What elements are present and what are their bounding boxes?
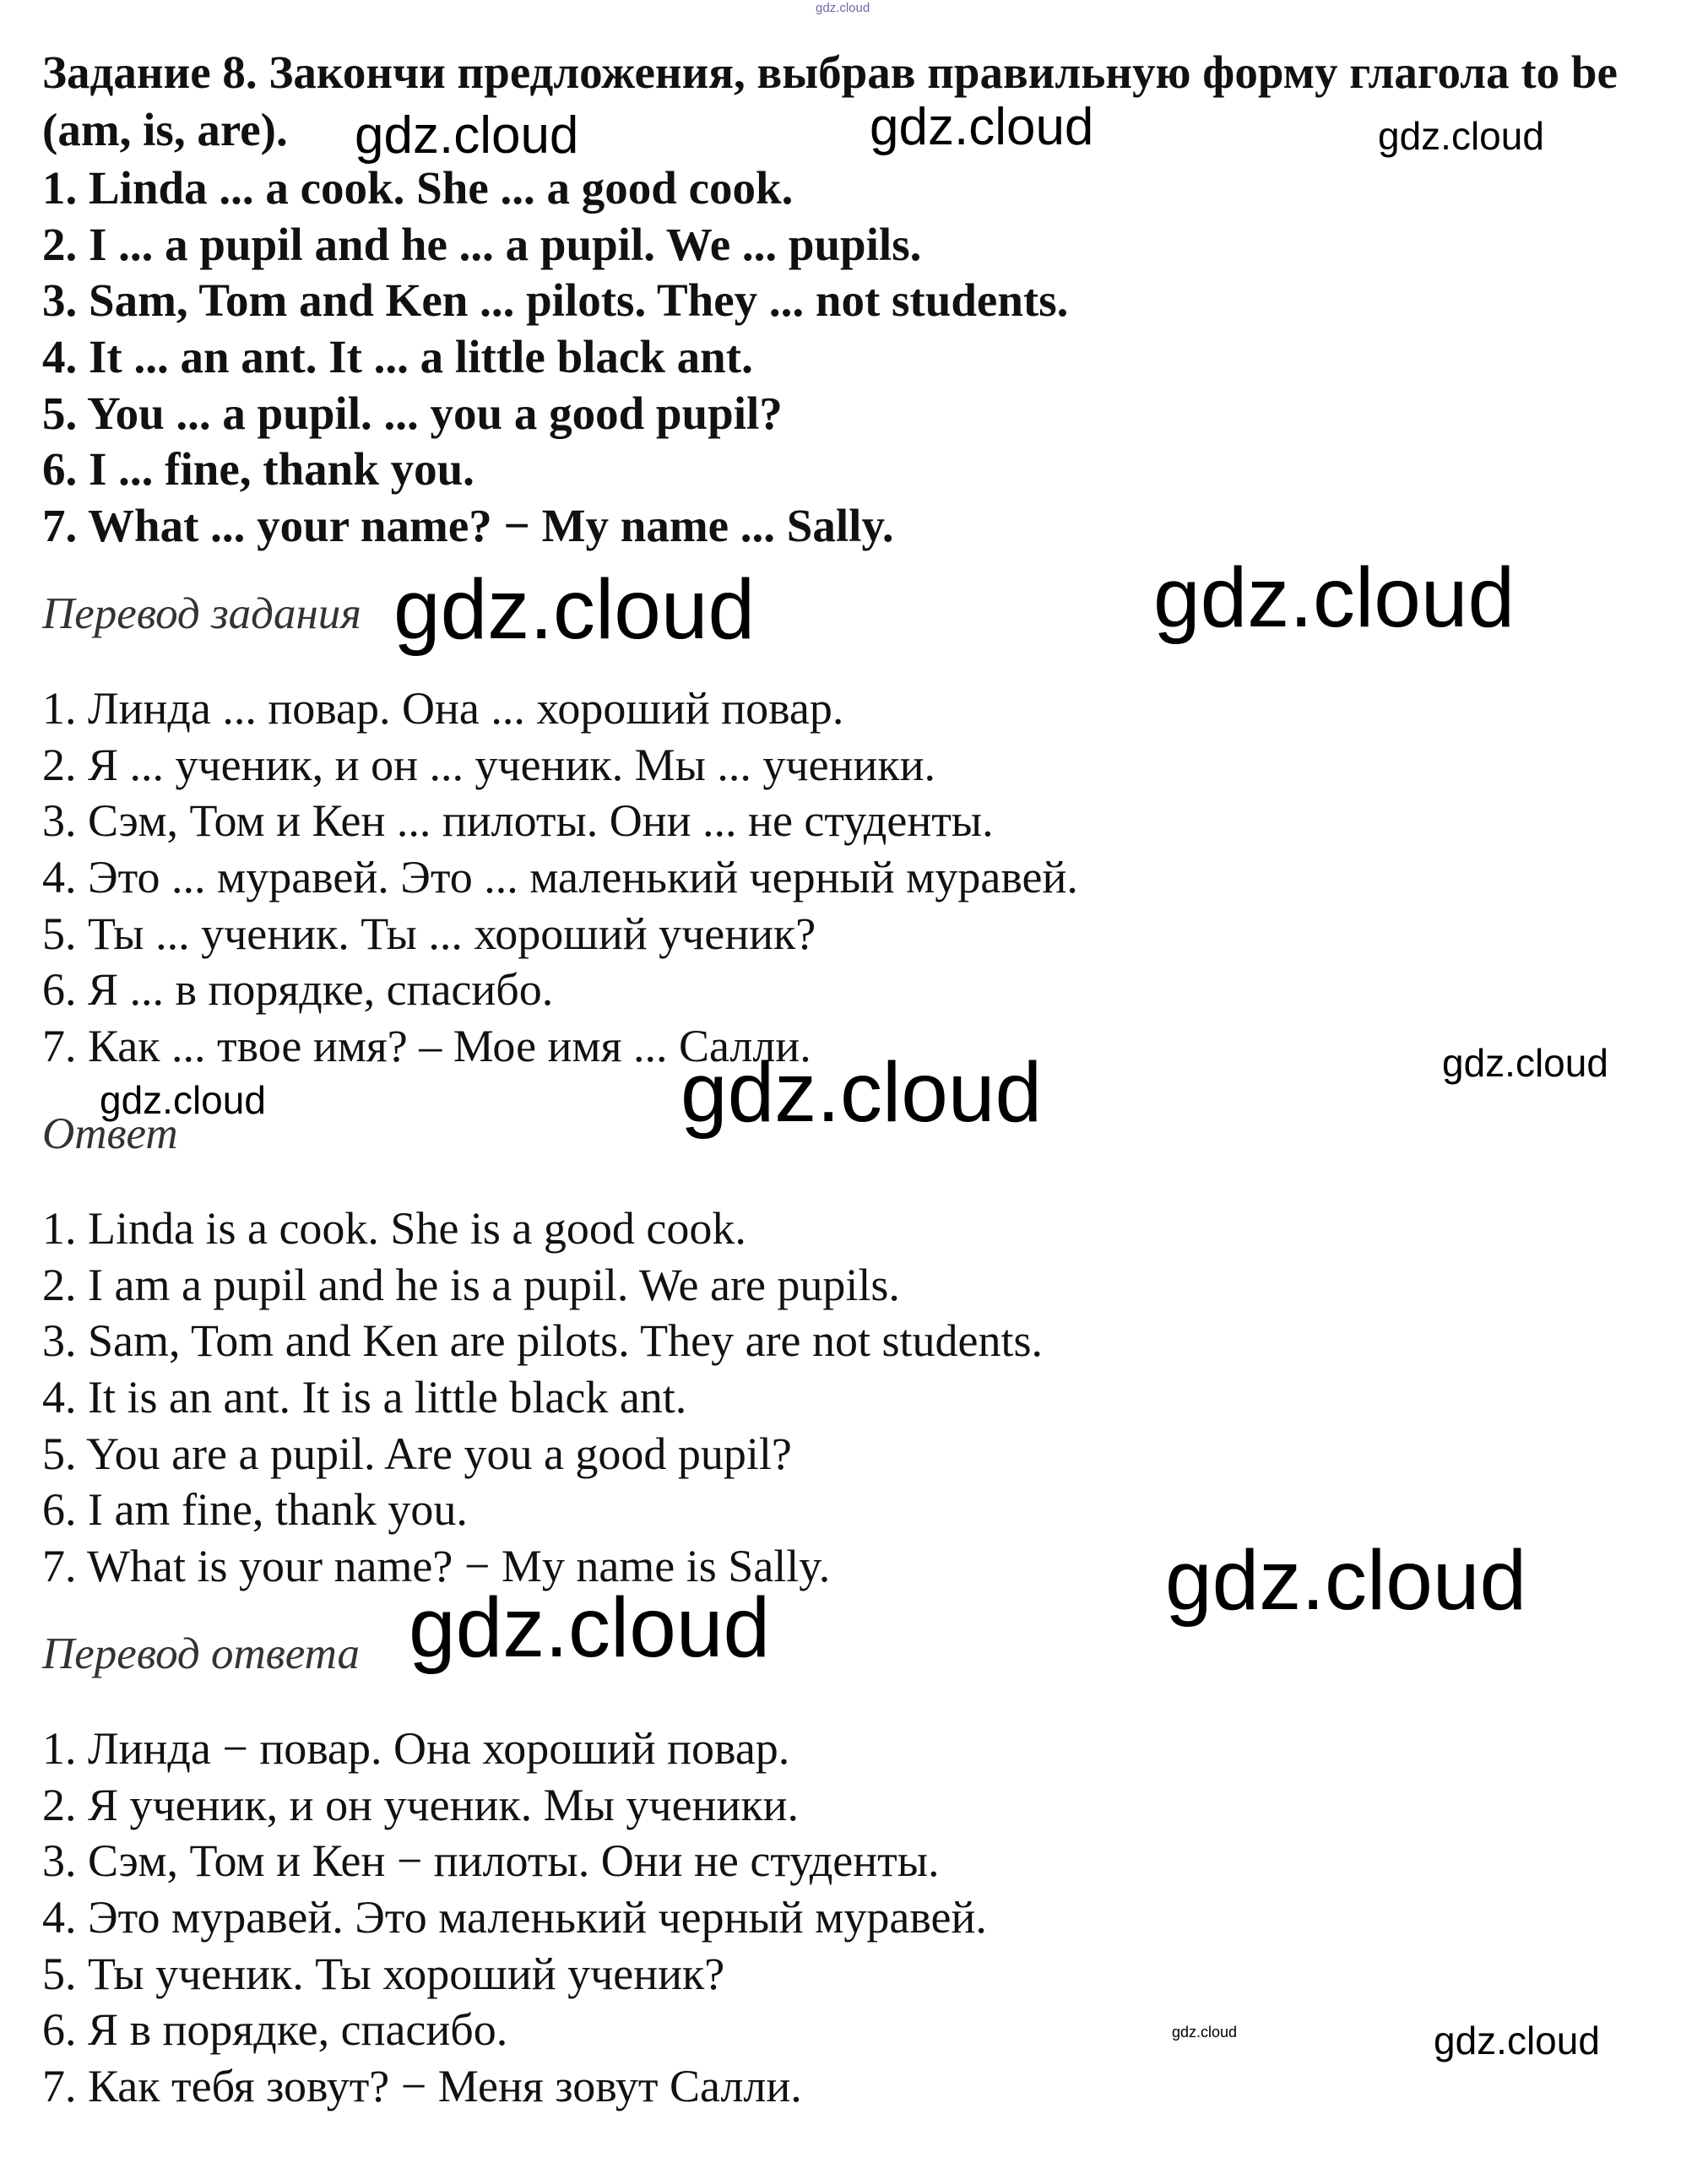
watermark: gdz.cloud: [1172, 2024, 1238, 2041]
answer-translation-sentence-1: 1. Линда − повар. Она хороший повар.: [42, 1723, 790, 1774]
task-translation-heading: Перевод задания: [42, 589, 361, 638]
task-translation-sentence-4: 4. Это ... муравей. Это ... маленький черный муравей.: [42, 852, 1078, 902]
answer-translation-sentence-2: 2. Я ученик, и он ученик. Мы ученики.: [42, 1780, 799, 1830]
answer-heading: Ответ: [42, 1109, 178, 1158]
task-translation-sentence-5: 5. Ты ... ученик. Ты ... хороший ученик?: [42, 908, 816, 959]
answer-sentence-7: 7. What is your name? − My name is Sally.: [42, 1541, 831, 1591]
task-title: Задание 8. Закончи предложения, выбрав правильную форму глагола to be (am, is, are).: [42, 46, 1618, 155]
answer-translation-sentence-3: 3. Сэм, Том и Кен − пилоты. Они не студенты.: [42, 1835, 940, 1886]
watermark: gdz.cloud: [680, 1045, 1043, 1140]
watermark: gdz.cloud: [1378, 114, 1544, 158]
watermark: gdz.cloud: [409, 1580, 771, 1675]
answer-sentence-2: 2. I am a pupil and he is a pupil. We are pupils.: [42, 1260, 900, 1310]
watermark: gdz.cloud: [870, 98, 1094, 156]
task-sentence-6: 6. I ... fine, thank you.: [42, 443, 474, 495]
answer-sentence-3: 3. Sam, Tom and Ken are pilots. They are not students.: [42, 1315, 1044, 1366]
task-sentence-1: 1. Linda ... a cook. She ... a good cook.: [42, 162, 794, 214]
task-translation-sentence-2: 2. Я ... ученик, и он ... ученик. Мы ... ученики.: [42, 740, 935, 790]
task-sentence-5: 5. You ... a pupil. ... you a good pupil?: [42, 388, 783, 439]
watermark: gdz.cloud: [1442, 1041, 1608, 1085]
watermark: gdz.cloud: [1165, 1533, 1527, 1628]
watermark: gdz.cloud: [393, 562, 756, 657]
answer-sentence-4: 4. It is an ant. It is a little black ant.: [42, 1372, 687, 1423]
task-sentence-7: 7. What ... your name? − My name ... Sally.: [42, 500, 894, 551]
watermark: gdz.cloud: [100, 1078, 266, 1122]
answer-translation-sentence-7: 7. Как тебя зовут? − Меня зовут Салли.: [42, 2061, 802, 2111]
answer-sentence-6: 6. I am fine, thank you.: [42, 1484, 468, 1535]
answer-translation-sentence-5: 5. Ты ученик. Ты хороший ученик?: [42, 1948, 725, 1999]
answer-translation-heading: Перевод ответа: [42, 1629, 361, 1678]
task-sentence-4: 4. It ... an ant. It ... a little black ant.: [42, 331, 753, 382]
answer-sentence-1: 1. Linda is a cook. She is a good cook.: [42, 1203, 746, 1254]
task-translation-sentence-7: 7. Как ... твое имя? – Мое имя ... Салли.: [42, 1021, 811, 1071]
task-sentence-2: 2. I ... a pupil and he ... a pupil. We ... pupils.: [42, 219, 922, 270]
watermark: gdz.cloud: [1434, 2019, 1600, 2062]
task-sentence-3: 3. Sam, Tom and Ken ... pilots. They ... not students.: [42, 274, 1069, 326]
answer-translation-sentence-6: 6. Я в порядке, спасибо.: [42, 2004, 508, 2055]
watermark: gdz.cloud: [1153, 550, 1516, 645]
task-translation-sentence-1: 1. Линда ... повар. Она ... хороший повар.: [42, 683, 844, 734]
watermark: gdz.cloud: [355, 106, 579, 165]
answer-translation-sentence-4: 4. Это муравей. Это маленький черный муравей.: [42, 1892, 987, 1943]
task-translation-sentence-6: 6. Я ... в порядке, спасибо.: [42, 964, 554, 1015]
watermark: gdz.cloud: [816, 1, 870, 15]
answer-sentence-5: 5. You are a pupil. Are you a good pupil?: [42, 1428, 792, 1479]
task-translation-sentence-3: 3. Сэм, Том и Кен ... пилоты. Они ... не студенты.: [42, 795, 994, 846]
